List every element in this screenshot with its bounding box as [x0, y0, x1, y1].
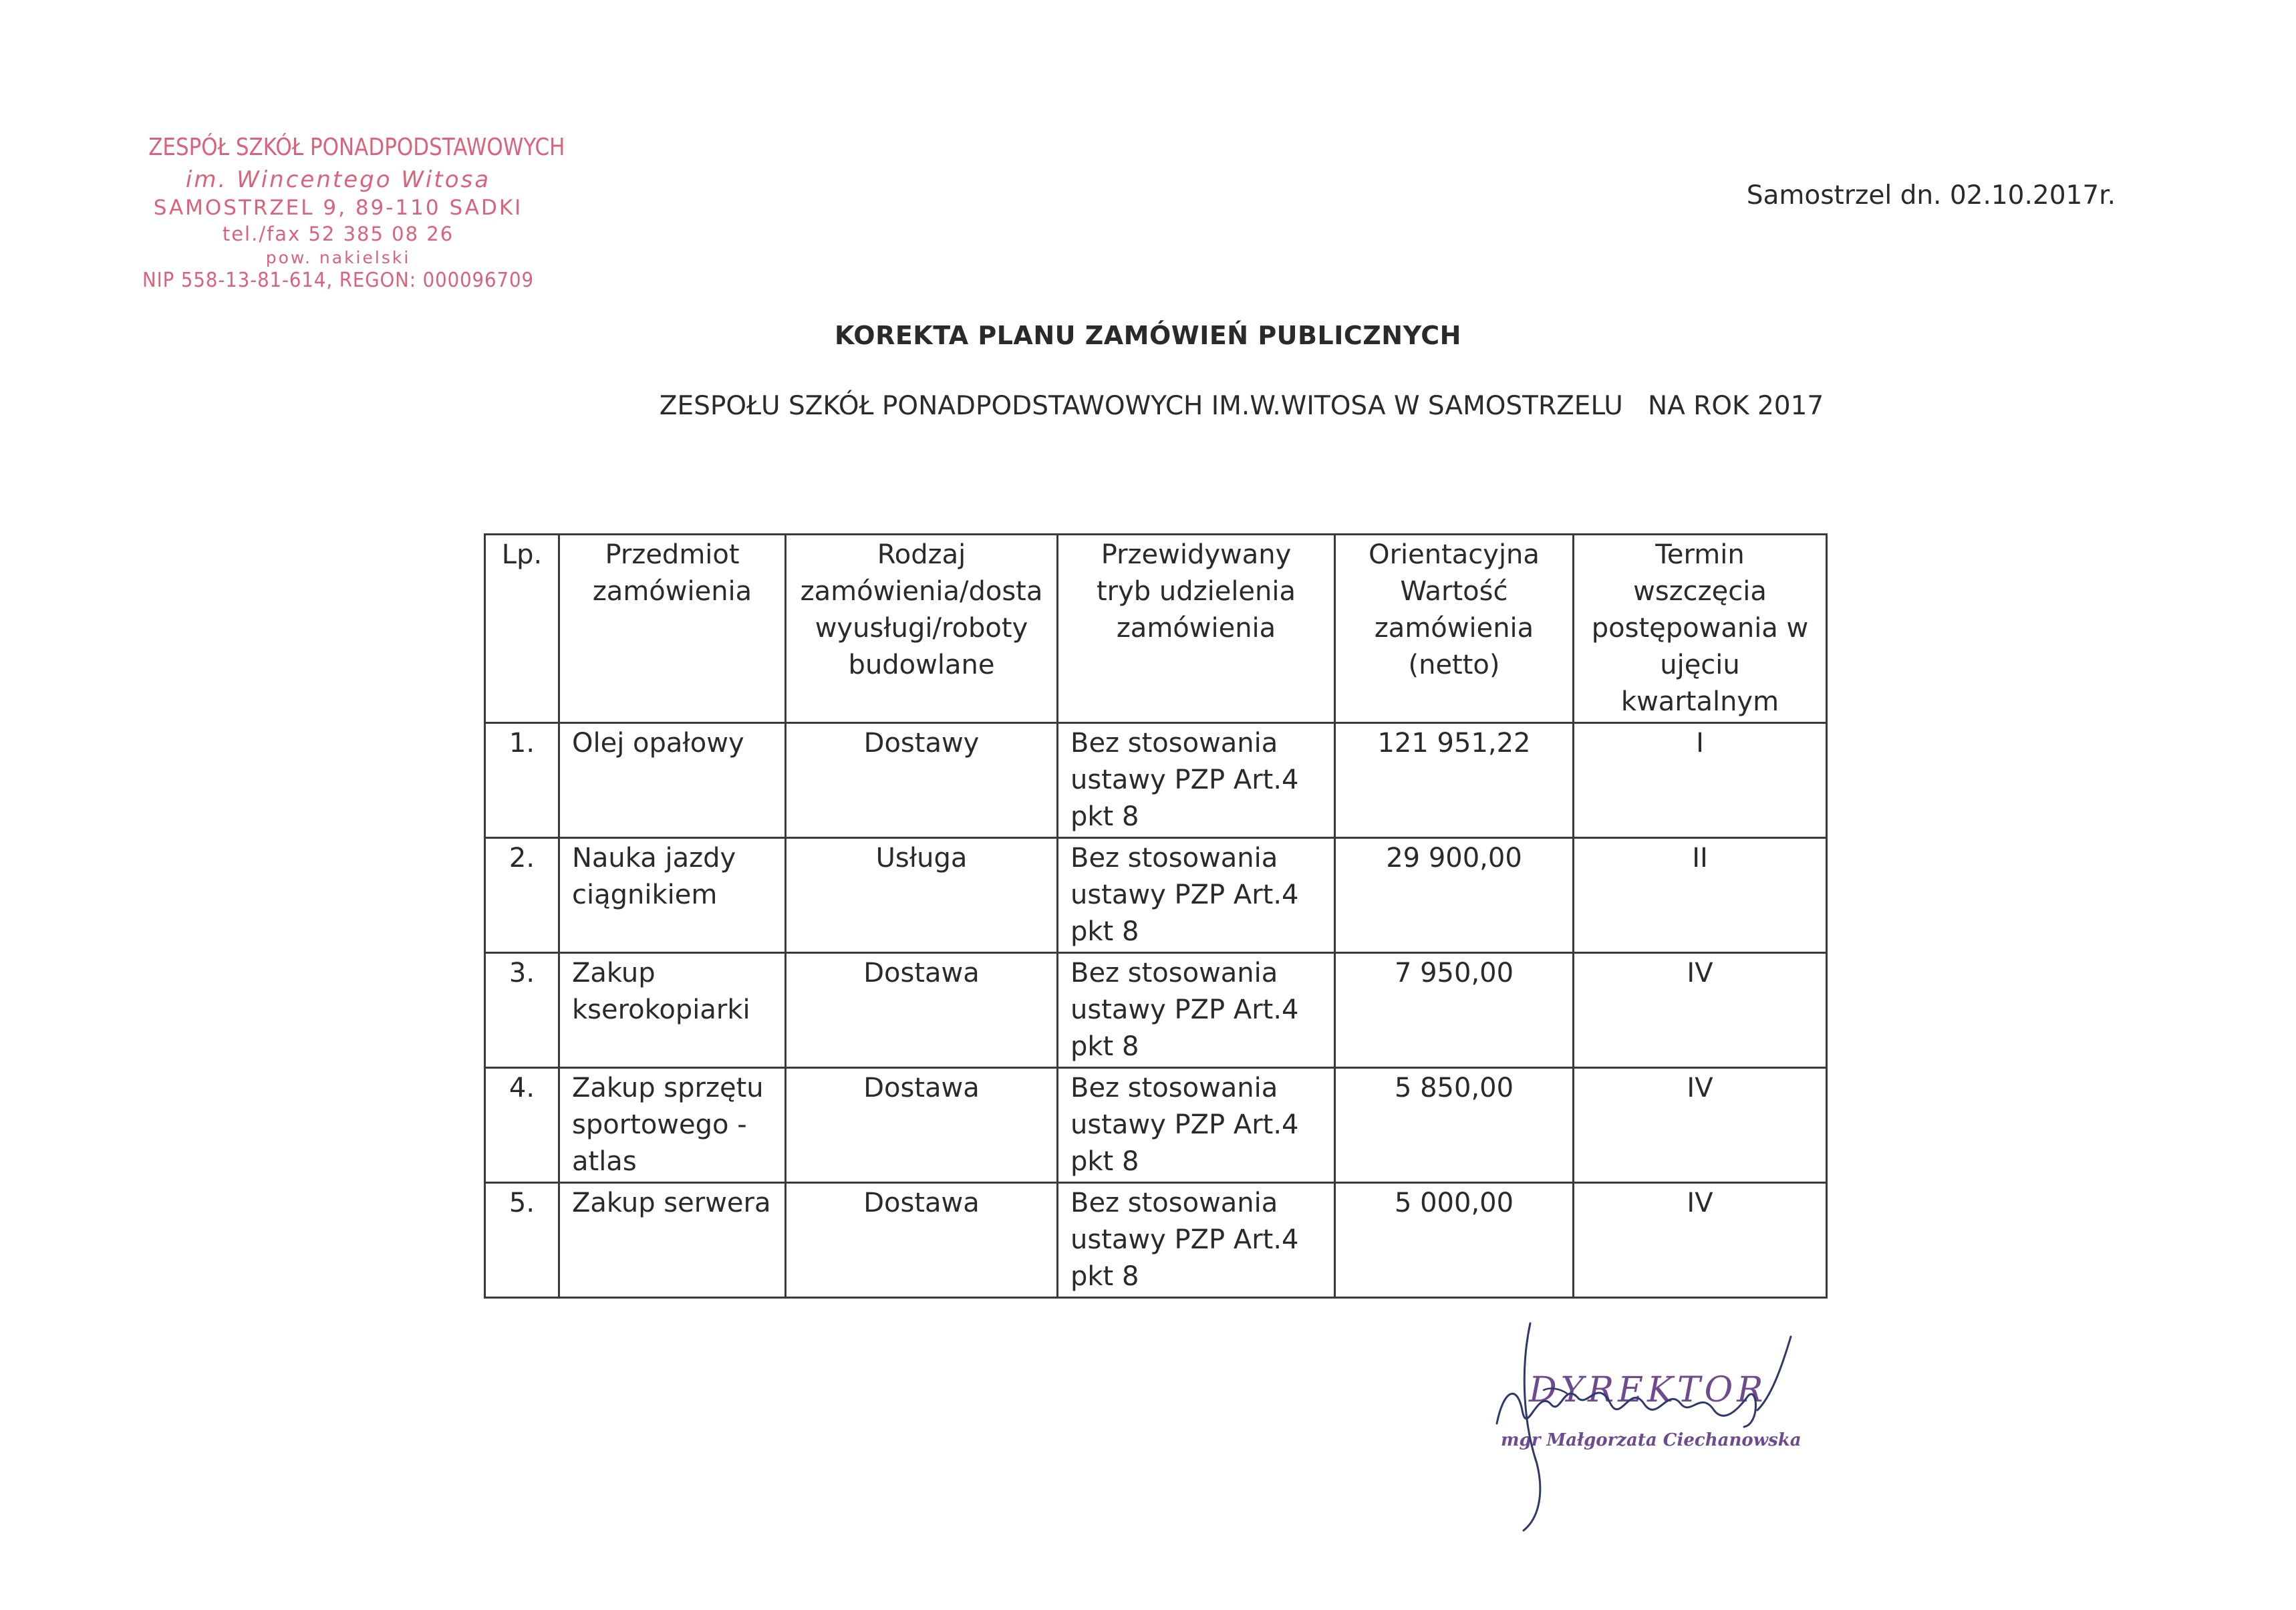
cell-procedure: Bez stosowania ustawy PZP Art.4 pkt 8 [1058, 1183, 1335, 1298]
cell-lp: 1. [485, 723, 559, 838]
cell-procedure: Bez stosowania ustawy PZP Art.4 pkt 8 [1058, 1068, 1335, 1183]
cell-value: 29 900,00 [1335, 838, 1574, 953]
cell-value: 5 000,00 [1335, 1183, 1574, 1298]
procurement-table-wrapper [484, 533, 1828, 1299]
institution-stamp [118, 134, 565, 292]
header-type: Rodzaj zamówienia/dosta wyusługi/roboty budowlane [786, 535, 1058, 723]
director-stamp-title: DYREKTOR [1529, 1370, 1767, 1410]
header-value: Orientacyjna Wartość zamówienia (netto) [1335, 535, 1574, 723]
cell-term: IV [1574, 953, 1827, 1068]
stamp-line-name: ZESPÓŁ SZKÓŁ PONADPODSTAWOWYCH [148, 134, 565, 161]
stamp-line-phone: tel./fax 52 385 08 26 [222, 223, 454, 245]
cell-value: 121 951,22 [1335, 723, 1574, 838]
document-title: KOREKTA PLANU ZAMÓWIEŃ PUBLICZNYCH [835, 321, 1461, 350]
stamp-line-address: SAMOSTRZEL 9, 89-110 SADKI [153, 196, 523, 220]
cell-type: Usługa [786, 838, 1058, 953]
table-header-row [485, 535, 1827, 723]
cell-subject: Zakup serwera [559, 1183, 786, 1298]
cell-lp: 5. [485, 1183, 559, 1298]
table-row [485, 953, 1827, 1068]
handwritten-signature-icon [1443, 1310, 1818, 1537]
cell-value: 5 850,00 [1335, 1068, 1574, 1183]
stamp-line-nip-regon: NIP 558-13-81-614, REGON: 000096709 [142, 269, 534, 292]
procurement-plan-table [484, 533, 1828, 1299]
cell-type: Dostawa [786, 1068, 1058, 1183]
cell-procedure: Bez stosowania ustawy PZP Art.4 pkt 8 [1058, 953, 1335, 1068]
cell-term: II [1574, 838, 1827, 953]
table-row [485, 723, 1827, 838]
header-lp: Lp. [485, 535, 559, 723]
cell-procedure: Bez stosowania ustawy PZP Art.4 pkt 8 [1058, 838, 1335, 953]
director-stamp-name: mgr Małgorzata Ciechanowska [1501, 1430, 1802, 1450]
cell-procedure: Bez stosowania ustawy PZP Art.4 pkt 8 [1058, 723, 1335, 838]
table-row [485, 838, 1827, 953]
director-signature-block [1443, 1310, 1818, 1537]
document-date: Samostrzel dn. 02.10.2017r. [1746, 180, 2116, 211]
cell-term: IV [1574, 1183, 1827, 1298]
header-subject: Przedmiot zamówienia [559, 535, 786, 723]
cell-subject: Nauka jazdy ciągnikiem [559, 838, 786, 953]
cell-value: 7 950,00 [1335, 953, 1574, 1068]
cell-lp: 4. [485, 1068, 559, 1183]
cell-subject: Zakup kserokopiarki [559, 953, 786, 1068]
stamp-line-patron: im. Wincentego Witosa [185, 166, 491, 193]
header-procedure: Przewidywany tryb udzielenia zamówienia [1058, 535, 1335, 723]
header-term: Termin wszczęcia postępowania w ujęciu kwartalnym [1574, 535, 1827, 723]
table-row [485, 1068, 1827, 1183]
cell-type: Dostawy [786, 723, 1058, 838]
cell-term: I [1574, 723, 1827, 838]
cell-term: IV [1574, 1068, 1827, 1183]
cell-type: Dostawa [786, 1183, 1058, 1298]
cell-subject: Zakup sprzętu sportowego - atlas [559, 1068, 786, 1183]
document-subtitle: ZESPOŁU SZKÓŁ PONADPODSTAWOWYCH IM.W.WITOSA W SAMOSTRZELU NA ROK 2017 [659, 391, 1824, 421]
cell-subject: Olej opałowy [559, 723, 786, 838]
cell-lp: 2. [485, 838, 559, 953]
table-row [485, 1183, 1827, 1298]
cell-type: Dostawa [786, 953, 1058, 1068]
stamp-line-county: pow. nakielski [265, 248, 411, 267]
cell-lp: 3. [485, 953, 559, 1068]
